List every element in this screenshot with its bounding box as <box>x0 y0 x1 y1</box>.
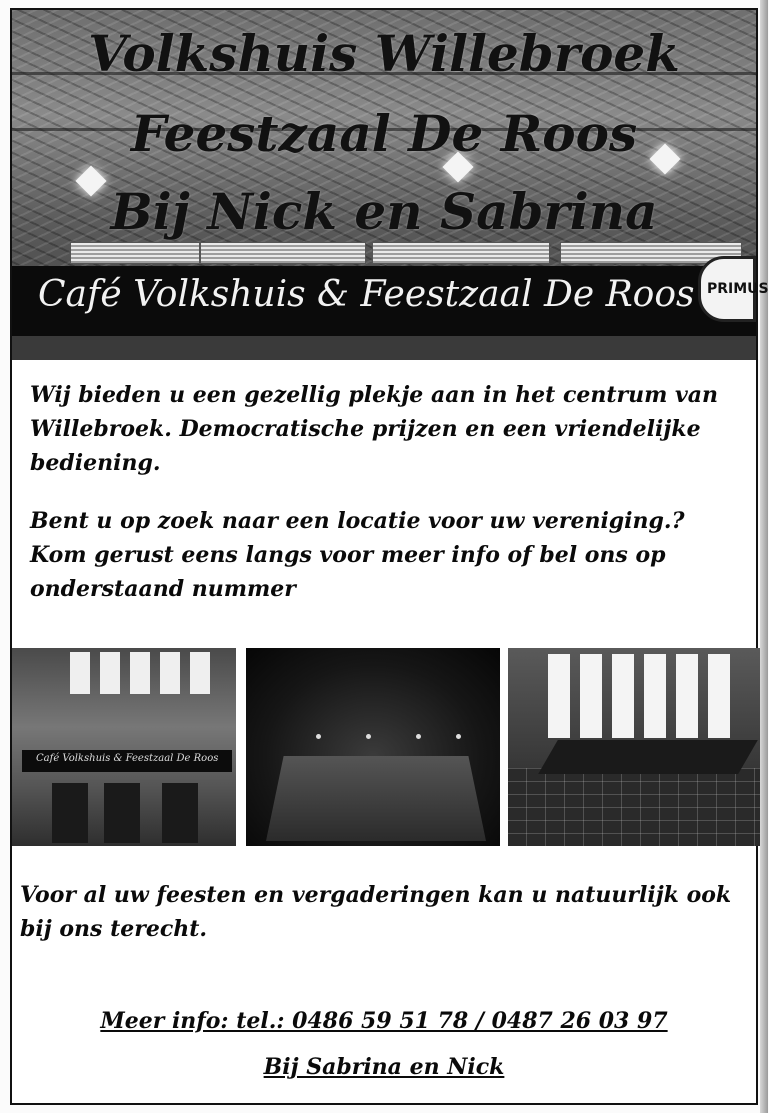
door <box>104 783 140 843</box>
tile-floor <box>508 768 760 846</box>
scan-edge <box>760 0 768 1113</box>
window <box>100 652 120 694</box>
closing-paragraph: Voor al uw feesten en vergaderingen kan u natuurlijk ook bij ons terecht. <box>20 882 732 942</box>
window <box>580 654 602 738</box>
window <box>612 654 634 738</box>
headline-line-1: Volkshuis Willebroek <box>88 24 680 83</box>
signature: Bij Sabrina en Nick <box>263 1054 505 1080</box>
vent-row <box>12 242 756 264</box>
window <box>644 654 666 738</box>
window <box>160 652 180 694</box>
headline-line-2: Feestzaal De Roos <box>130 104 638 163</box>
door <box>162 783 198 843</box>
headline-line-3: Bij Nick en Sabrina <box>110 182 658 241</box>
intro-paragraph-2: Bent u op zoek naar een locatie voor uw vereniging.? Kom gerust eens langs voor meer info of bel ons op onderstaand nummer <box>30 508 685 602</box>
vent <box>372 242 550 264</box>
hall-light <box>366 734 371 739</box>
window <box>708 654 730 738</box>
cafe-sign-text: Café Volkshuis & Feestzaal De Roos <box>38 274 695 315</box>
meeting-table <box>538 740 758 774</box>
hall-light <box>416 734 421 739</box>
photo-hall <box>246 648 500 846</box>
hall-floor <box>266 756 486 841</box>
primus-logo: PRIMUS <box>698 256 756 322</box>
cafe-sign <box>12 266 769 336</box>
hall-light <box>456 734 461 739</box>
storefront-sign-text: Café Volkshuis & Feestzaal De Roos <box>36 753 219 764</box>
hall-light <box>316 734 321 739</box>
storefront-sign <box>22 750 232 772</box>
header-photo <box>12 10 769 360</box>
photo-meeting-room <box>508 648 760 846</box>
vent <box>200 242 366 264</box>
window <box>676 654 698 738</box>
vent <box>70 242 200 264</box>
contact-info: Meer info: tel.: 0486 59 51 78 / 0487 26 03 97 <box>100 1008 668 1034</box>
intro-paragraph-1: Wij bieden u een gezellig plekje aan in het centrum van Willebroek. Democratische prijzen en een vriendelijke bediening. <box>30 382 719 476</box>
photo-storefront <box>12 648 236 846</box>
door <box>52 783 88 843</box>
window <box>130 652 150 694</box>
window <box>190 652 210 694</box>
sign-shadow <box>12 336 756 360</box>
window <box>548 654 570 738</box>
window <box>70 652 90 694</box>
